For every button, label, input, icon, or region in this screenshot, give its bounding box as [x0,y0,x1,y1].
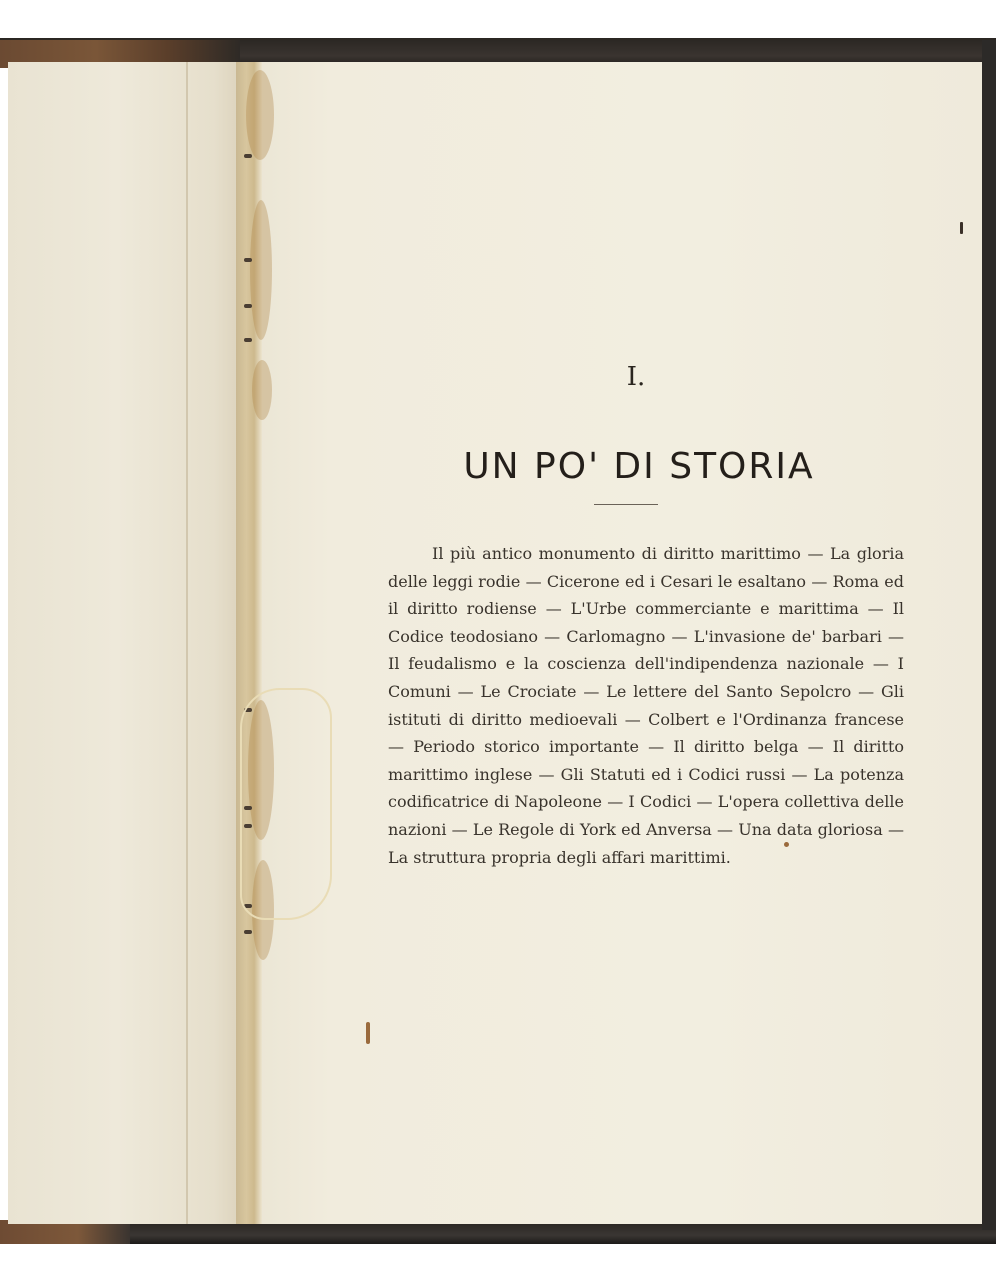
binding-stitch [244,304,252,308]
endpaper-fold [186,62,188,1224]
paper-speck [960,222,963,234]
left-endpaper [8,62,250,1224]
chapter-number: I. [626,362,646,392]
stain [246,70,274,160]
chapter-summary: Il più antico monumento di diritto marittimo — La gloria delle leggi rodie — Cicerone ed i Cesari le esaltano — Roma ed il diritto rodiense — L'Urbe commerciante e marittima — Il Codice teodosiano — Carlomagno — L'invasione de' barbari — Il feudalismo e la coscienza dell'indipendenza nazionale — I Comuni — Le Crociate — Le lettere del Santo Sepolcro — Gli istituti di diritto medioevali — Colbert e l'Ordinanza francese — Periodo storico importante — Il diritto belga — Il diritto marittimo inglese — Gli Statuti ed i Codici russi — La potenza codificatrice di Napoleone — I Codici — L'opera collettiva delle nazioni — Le Regole di York ed Anversa — Una data gloriosa — La struttura propria degli affari marittimi. [388,544,904,867]
loose-thread [240,688,332,920]
cover-bottom-edge [0,1222,996,1244]
binding-stitch [244,154,252,158]
paper-speck [784,842,789,847]
binding-stitch [244,258,252,262]
paper-speck [366,1022,370,1044]
stain [250,200,272,340]
cover-right-edge [982,40,996,1230]
chapter-title: UN PO' DI STORIA [463,446,815,487]
title-rule [594,504,658,505]
binding-stitch [244,338,252,342]
binding-stitch [244,930,252,934]
